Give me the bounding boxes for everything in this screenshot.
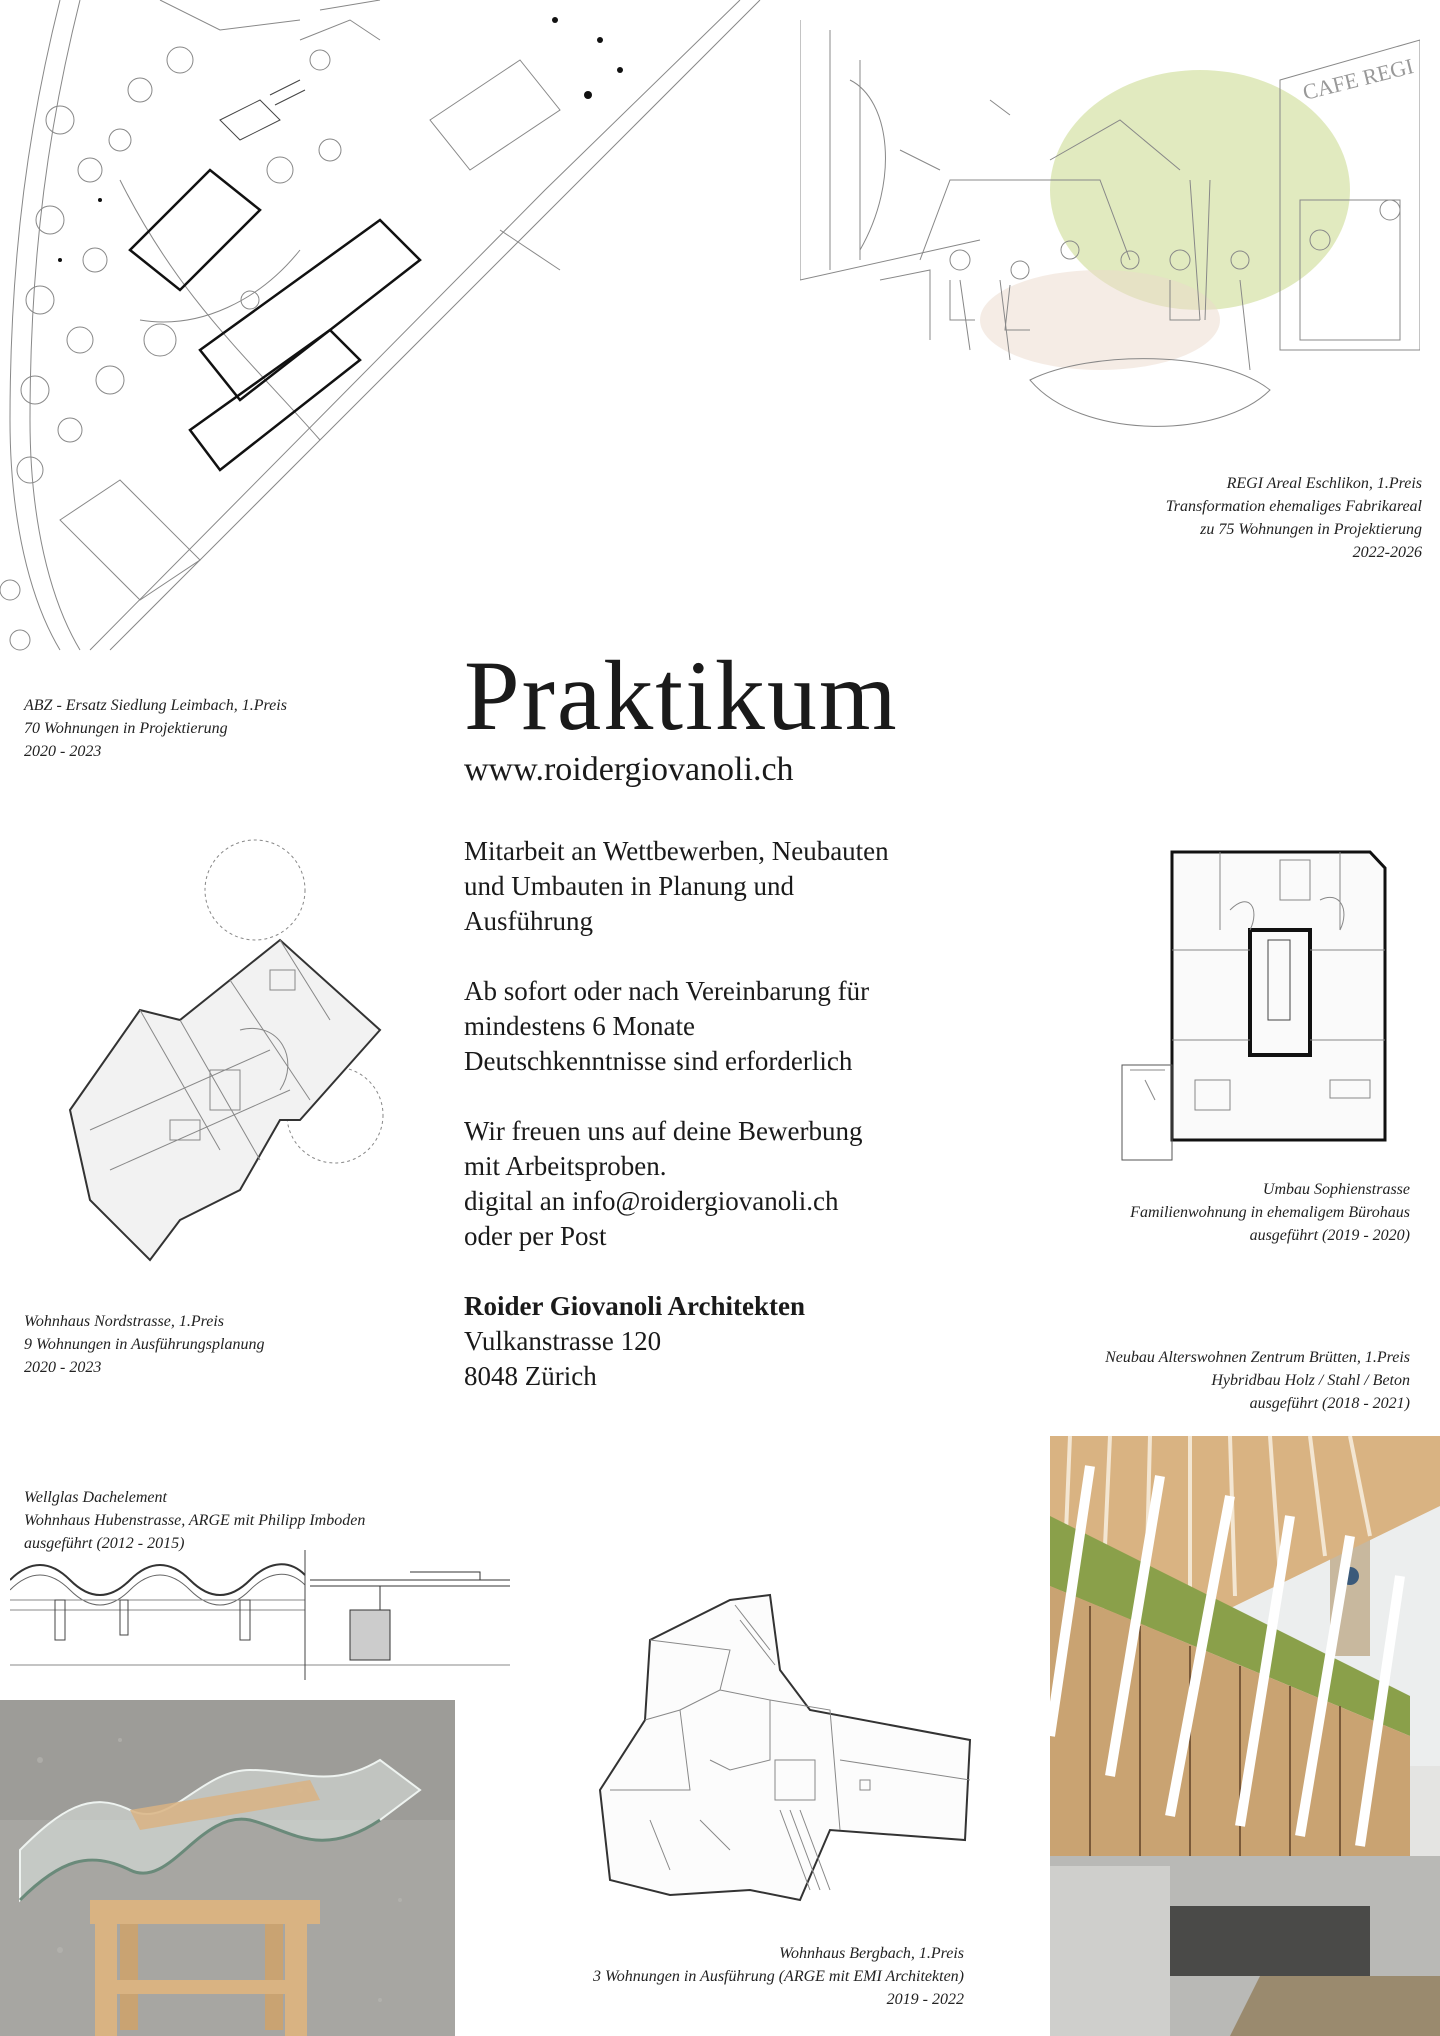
site-plan-drawing [0, 0, 780, 660]
bruetten-building-photo [1050, 1436, 1440, 2036]
caption-wellglas-line-1: Wellglas Dachelement [24, 1489, 167, 1506]
caption-wellglas [24, 1486, 365, 1555]
paragraph-3 [464, 1114, 984, 1254]
paragraph-1 [464, 834, 984, 939]
caption-wellglas-line-2: Wohnhaus Hubenstrasse, ARGE mit Philipp Imboden [24, 1512, 366, 1529]
wellglas-photo [0, 1700, 455, 2036]
paragraph-3-line-3[interactable]: digital an info@roidergiovanoli.ch [464, 1186, 839, 1216]
caption-wellglas-line-3: ausgeführt (2012 - 2015) [24, 1535, 185, 1552]
paragraph-2-line-3: Deutschkenntnisse sind erforderlich [464, 1046, 853, 1076]
caption-bruetten [1105, 1346, 1410, 1415]
caption-sophienstrasse-line-3: ausgeführt (2019 - 2020) [1249, 1227, 1410, 1244]
paragraph-1-line-3: Ausführung [464, 906, 593, 936]
caption-abz-line-2: 70 Wohnungen in Projektierung [24, 720, 228, 737]
caption-bergbach [593, 1942, 964, 2011]
caption-bergbach-line-2: 3 Wohnungen in Ausführung (ARGE mit EMI Architekten) [592, 1968, 964, 1985]
regi-cafe-sketch [800, 20, 1420, 460]
caption-nordstrasse-line-2: 9 Wohnungen in Ausführungsplanung [24, 1336, 265, 1353]
caption-sophienstrasse [1130, 1178, 1410, 1247]
caption-nordstrasse [24, 1310, 264, 1379]
caption-bruetten-line-1: Neubau Alterswohnen Zentrum Brütten, 1.Preis [1105, 1349, 1410, 1366]
nordstrasse-floor-plan [30, 830, 410, 1270]
caption-sophienstrasse-line-1: Umbau Sophienstrasse [1262, 1181, 1410, 1198]
caption-regi-line-4: 2022-2026 [1352, 544, 1422, 561]
page-title: Praktikum [464, 640, 899, 751]
paragraph-2-line-2: mindestens 6 Monate [464, 1011, 695, 1041]
caption-regi [1166, 472, 1422, 564]
caption-abz-line-1: ABZ - Ersatz Siedlung Leimbach, 1.Preis [24, 697, 287, 714]
caption-nordstrasse-line-3: 2020 - 2023 [24, 1359, 102, 1376]
sophienstrasse-floor-plan [1110, 840, 1400, 1180]
caption-bergbach-line-3: 2019 - 2022 [886, 1991, 964, 2008]
caption-regi-line-3: zu 75 Wohnungen in Projektierung [1200, 521, 1422, 538]
main-content [464, 640, 984, 1429]
caption-abz-line-3: 2020 - 2023 [24, 743, 102, 760]
paragraph-3-line-4: oder per Post [464, 1221, 607, 1251]
caption-abz [24, 694, 287, 763]
address-block [464, 1289, 984, 1394]
bergbach-floor-plan [590, 1590, 980, 1920]
caption-regi-line-2: Transformation ehemaliges Fabrikareal [1165, 498, 1422, 515]
website-link[interactable]: www.roidergiovanoli.ch [464, 751, 794, 788]
caption-bergbach-line-1: Wohnhaus Bergbach, 1.Preis [779, 1945, 964, 1962]
cafe-sign-text: CAFE REGI [1300, 53, 1416, 105]
paragraph-2 [464, 974, 984, 1079]
paragraph-3-line-2: mit Arbeitsproben. [464, 1151, 667, 1181]
address-city: 8048 Zürich [464, 1361, 597, 1391]
wellglas-section-drawing [10, 1550, 510, 1680]
address-street: Vulkanstrasse 120 [464, 1326, 662, 1356]
paragraph-1-line-1: Mitarbeit an Wettbewerben, Neubauten [464, 836, 889, 866]
body-text [464, 834, 984, 1394]
paragraph-1-line-2: und Umbauten in Planung und [464, 871, 794, 901]
paragraph-2-line-1: Ab sofort oder nach Vereinbarung für [464, 976, 870, 1006]
company-name: Roider Giovanoli Architekten [464, 1291, 806, 1321]
caption-nordstrasse-line-1: Wohnhaus Nordstrasse, 1.Preis [24, 1313, 225, 1330]
caption-regi-line-1: REGI Areal Eschlikon, 1.Preis [1226, 475, 1422, 492]
paragraph-3-line-1: Wir freuen uns auf deine Bewerbung [464, 1116, 863, 1146]
caption-bruetten-line-3: ausgeführt (2018 - 2021) [1249, 1395, 1410, 1412]
caption-sophienstrasse-line-2: Familienwohnung in ehemaligem Bürohaus [1130, 1204, 1410, 1221]
caption-bruetten-line-2: Hybridbau Holz / Stahl / Beton [1211, 1372, 1410, 1389]
